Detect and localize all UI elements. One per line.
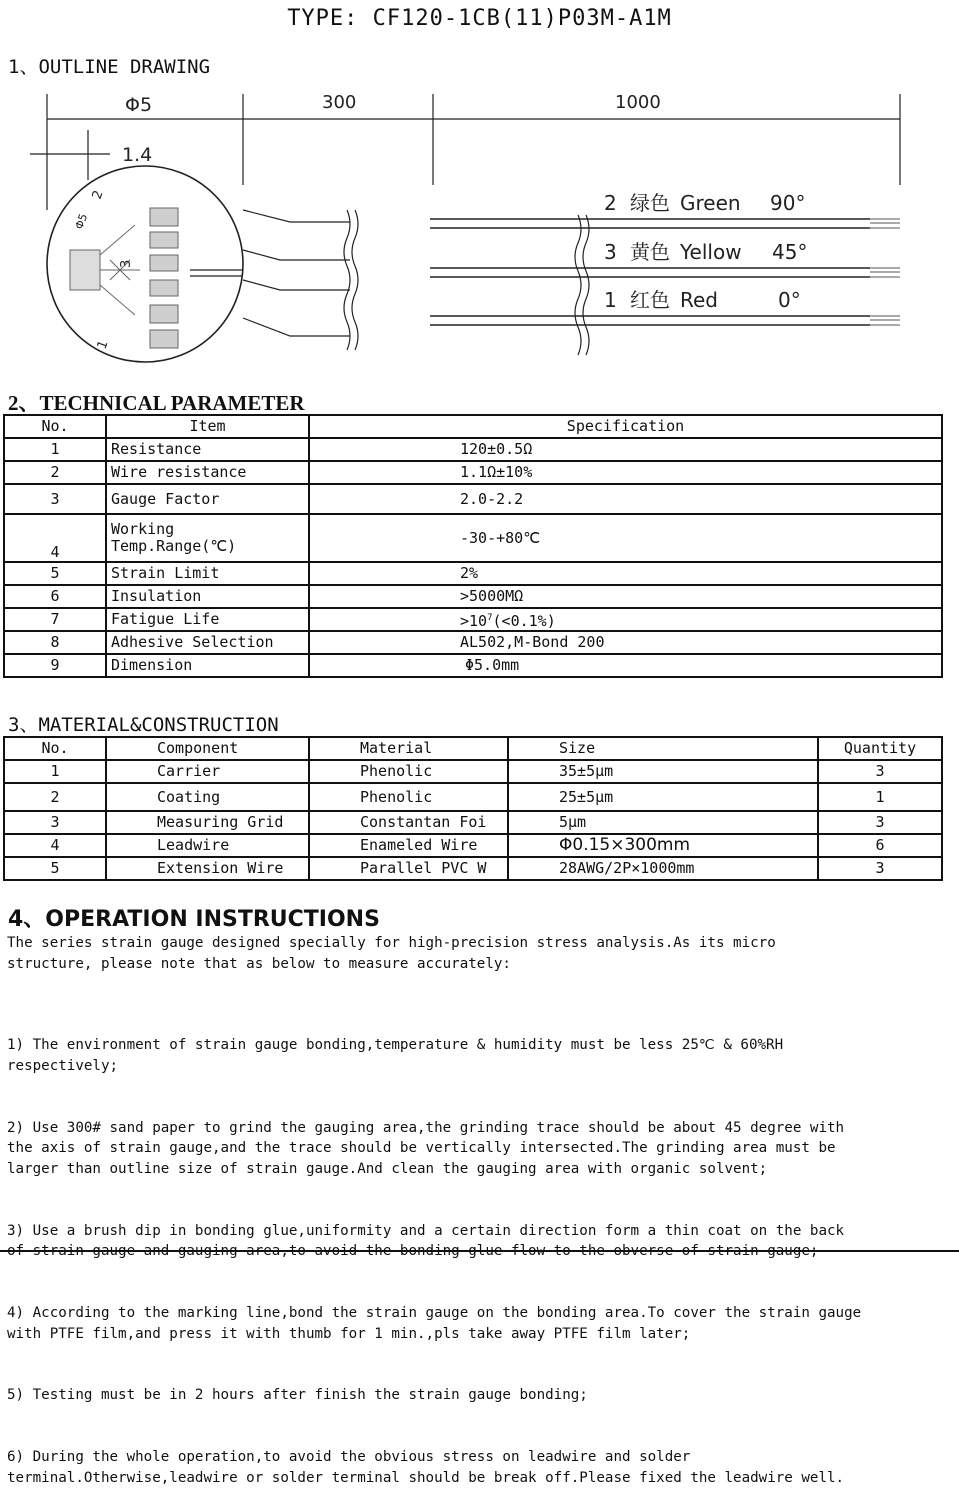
cell-no: 5: [4, 562, 106, 585]
wire-green-angle: 90°: [770, 191, 806, 215]
cell-size: 35±5μm: [508, 760, 818, 783]
instructions-intro: The series strain gauge designed specially for high-precision stress analysis.As its micro structure, please note that as below to measure accurately:: [7, 935, 776, 972]
table-row: [4, 461, 942, 484]
instruction-step: 6) During the whole operation,to avoid the obvious stress on leadwire and solder terminal.Otherwise,leadwire or solder terminal should be break off.Please fixed the leadwire well.: [7, 1449, 845, 1486]
header-quantity: Quantity: [818, 737, 942, 760]
instruction-step: 5) Testing must be in 2 hours after finish the strain gauge bonding;: [7, 1387, 588, 1404]
section-heading-operation: 4、OPERATION INSTRUCTIONS: [8, 907, 380, 932]
cell-quantity: 6: [818, 834, 942, 857]
wire-yellow-number: 3: [604, 240, 617, 264]
cell-component: Coating: [106, 783, 309, 811]
cell-item: Strain Limit: [106, 562, 309, 585]
cell-no: 9: [4, 654, 106, 677]
section-heading-material: 3、MATERIAL&CONSTRUCTION: [8, 714, 279, 736]
section-heading-technical: 2、TECHNICAL PARAMETER: [8, 391, 305, 415]
cell-item: Adhesive Selection: [106, 631, 309, 654]
dim-pad: 1.4: [122, 144, 153, 166]
instruction-step: 2) Use 300# sand paper to grind the gauging area,the grinding trace should be about 45 degree with the axis of strain gauge,and the trace should be vertically intersected.The grinding area must be larger than outline size of strain gauge.And clean the gauging area with organic solvent;: [7, 1119, 845, 1177]
cell-spec: [309, 608, 942, 631]
cell-material: Enameled Wire: [309, 834, 508, 857]
table-row: [4, 811, 942, 834]
grid-label-2: 2: [89, 188, 107, 202]
dim-lead-length: 300: [322, 92, 357, 113]
table-row: [4, 631, 942, 654]
wire-red-angle: 0°: [778, 288, 801, 312]
wire-yellow-en: Yellow: [680, 240, 742, 264]
cell-no: 3: [4, 811, 106, 834]
cell-size: 25±5μm: [508, 783, 818, 811]
table-row: [4, 654, 942, 677]
spec-exponent: 7: [487, 613, 493, 623]
cell-item: Dimension: [106, 654, 309, 677]
cell-item: Gauge Factor: [106, 484, 309, 514]
cell-no: 2: [4, 461, 106, 484]
cell-item: Resistance: [106, 438, 309, 461]
table-row: [4, 514, 942, 562]
table-row: [4, 783, 942, 811]
cell-size: Φ0.15×300mm: [508, 834, 818, 857]
cell-spec: Φ5.0mm: [309, 654, 942, 677]
cell-size: 28AWG/2P×1000mm: [508, 857, 818, 880]
cell-quantity: 3: [818, 811, 942, 834]
cell-spec: 2%: [309, 562, 942, 585]
cell-no: 2: [4, 783, 106, 811]
cell-no: 3: [4, 484, 106, 514]
header-material: Material: [309, 737, 508, 760]
cell-item: Insulation: [106, 585, 309, 608]
cell-no: 7: [4, 608, 106, 631]
wire-yellow-angle: 45°: [772, 240, 808, 264]
wire-green-cn: 绿色: [630, 191, 670, 215]
cell-material: Constantan Foi: [309, 811, 508, 834]
header-no: No.: [4, 737, 106, 760]
document-title: TYPE: CF120-1CB(11)P03M-A1M: [287, 6, 672, 31]
instruction-step: 3) Use a brush dip in bonding glue,uniformity and a certain direction form a thin coat on the back: [7, 1222, 845, 1239]
cell-quantity: 1: [818, 783, 942, 811]
table-row: [4, 760, 942, 783]
cell-item: Wire resistance: [106, 461, 309, 484]
section-heading-outline: 1、OUTLINE DRAWING: [8, 56, 211, 78]
cell-item: Fatigue Life: [106, 608, 309, 631]
cell-spec: 120±0.5Ω: [309, 438, 942, 461]
cell-size: 5μm: [508, 811, 818, 834]
cell-item: [106, 514, 309, 562]
outline-drawing: [0, 80, 959, 385]
cell-material: Parallel PVC W: [309, 857, 508, 880]
cell-item-line1: Working: [111, 520, 175, 538]
table-row: [4, 562, 942, 585]
cell-no: 8: [4, 631, 106, 654]
spec-tail: (<0.1%): [492, 612, 556, 630]
table-row: [4, 484, 942, 514]
wire-red-cn: 红色: [630, 288, 670, 312]
cell-spec: AL502,M-Bond 200: [309, 631, 942, 654]
table-row: [4, 608, 942, 631]
cell-item-line2: Temp.Range(℃): [111, 537, 237, 555]
header-component: Component: [106, 737, 309, 760]
wire-yellow-cn: 黄色: [630, 240, 670, 264]
table-row: [4, 438, 942, 461]
table-header-row: [4, 415, 942, 438]
material-construction-table: [3, 736, 943, 881]
cell-material: Phenolic: [309, 760, 508, 783]
spec-base: >10: [460, 612, 488, 630]
cell-component: Extension Wire: [106, 857, 309, 880]
wire-red-en: Red: [680, 288, 718, 312]
footer-divider: [0, 1250, 959, 1252]
header-no: No.: [4, 415, 106, 438]
cell-spec: >5000MΩ: [309, 585, 942, 608]
table-header-row: [4, 737, 942, 760]
header-size: Size: [508, 737, 818, 760]
cell-component: Carrier: [106, 760, 309, 783]
table-row: [4, 857, 942, 880]
cell-quantity: 3: [818, 760, 942, 783]
dim-extension-length: 1000: [615, 92, 661, 113]
grid-label-1: 1: [94, 338, 112, 352]
cell-component: Measuring Grid: [106, 811, 309, 834]
gauge-diameter-mark: Φ5: [72, 211, 91, 232]
cell-component: Leadwire: [106, 834, 309, 857]
cell-quantity: 3: [818, 857, 942, 880]
technical-parameter-table: [3, 414, 943, 678]
table-row: [4, 834, 942, 857]
instruction-step: 1) The environment of strain gauge bonding,temperature & humidity must be less 25℃ & 60%RH respectively;: [7, 1037, 784, 1074]
cell-spec: -30-+80℃: [309, 514, 942, 562]
cell-spec: 2.0-2.2: [309, 484, 942, 514]
wire-green-number: 2: [604, 191, 617, 215]
cell-no: 4: [4, 834, 106, 857]
cell-spec: 1.1Ω±10%: [309, 461, 942, 484]
header-spec: Specification: [309, 415, 942, 438]
cell-no: 6: [4, 585, 106, 608]
header-item: Item: [106, 415, 309, 438]
cell-no: 5: [4, 857, 106, 880]
dim-diameter: Φ5: [125, 94, 153, 116]
cell-material: Phenolic: [309, 783, 508, 811]
table-row: [4, 585, 942, 608]
cell-no: 4: [4, 514, 106, 562]
instruction-step: 4) According to the marking line,bond the strain gauge on the bonding area.To cover the strain gauge with PTFE film,and press it with thumb for 1 min.,pls take away PTFE film later;: [7, 1304, 862, 1342]
cell-no: 1: [4, 438, 106, 461]
cell-no: 1: [4, 760, 106, 783]
grid-label-3: 3: [119, 259, 134, 268]
wire-green-en: Green: [680, 191, 741, 215]
wire-red-number: 1: [604, 288, 617, 312]
